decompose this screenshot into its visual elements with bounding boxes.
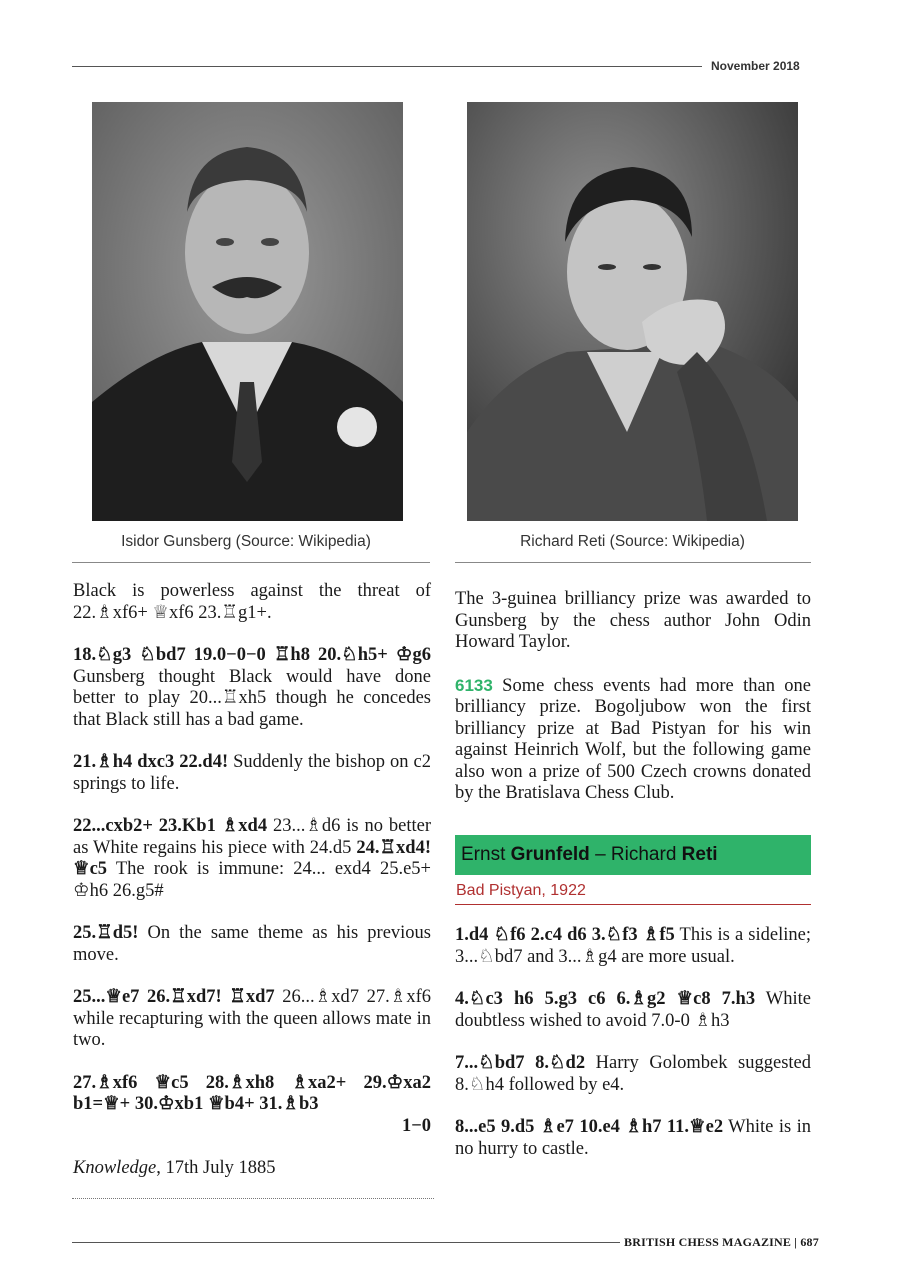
issue-date: November 2018 bbox=[711, 59, 800, 73]
footer-rule bbox=[72, 1242, 620, 1243]
paragraph: 1.d4 ♘f6 2.c4 d6 3.♘f3 ♗f5 This is a sideline; 3...♘bd7 and 3...♗g4 are more usual. bbox=[455, 925, 811, 967]
paragraph: 18.♘g3 ♘bd7 19.0−0−0 ♖h8 20.♘h5+ ♔g6 Gunsberg thought Black would have done better to play 20...♖xh5 though he concedes that Black still has a bad game. bbox=[73, 645, 431, 730]
game-header: Ernst Grunfeld – Richard Reti bbox=[455, 835, 811, 875]
paragraph: 25...♕e7 26.♖xd7! ♖xd7 26...♗xd7 27.♗xf6 while recapturing with the queen allows mate in two. bbox=[73, 987, 431, 1050]
left-column bbox=[73, 581, 431, 1201]
header-rule bbox=[72, 66, 702, 67]
paragraph: The 3-guinea brilliancy prize was awarded to Gunsberg by the chess author John Odin Howard Taylor. bbox=[455, 589, 811, 652]
item-number: 6133 bbox=[455, 675, 493, 695]
paragraph: 21.♗h4 dxc3 22.d4! Suddenly the bishop on c2 springs to life. bbox=[73, 752, 431, 794]
caption-rule-left bbox=[72, 562, 430, 563]
paragraph: 27.♗xf6 ♕c5 28.♗xh8 ♗xa2+ 29.♔xa2 b1=♕+ 30.♔xb1 ♕b4+ 31.♗b3 bbox=[73, 1072, 431, 1114]
footer: BRITISH CHESS MAGAZINE | 687 bbox=[624, 1235, 819, 1249]
right-column-top bbox=[455, 589, 811, 826]
source-line: Knowledge, 17th July 1885 bbox=[73, 1158, 276, 1178]
reti-caption: Richard Reti (Source: Wikipedia) bbox=[520, 533, 745, 550]
caption-rule-right bbox=[455, 562, 811, 563]
paragraph: 22...cxb2+ 23.Kb1 ♗xd4 23...♗d6 is no better as White regains his piece with 24.d5 24.♖xd4! ♕c5 The rook is immune: 24... exd4 25.e5+ ♔h6 26.g5# bbox=[73, 816, 431, 901]
paragraph: Black is powerless against the threat of 22.♗xf6+ ♕xf6 23.♖g1+. bbox=[73, 581, 431, 623]
game-venue: Bad Pistyan, 1922 bbox=[456, 882, 586, 899]
paragraph: 8...e5 9.d5 ♗e7 10.e4 ♗h7 11.♕e2 White is in no hurry to castle. bbox=[455, 1117, 811, 1159]
page-number: 687 bbox=[800, 1235, 819, 1249]
dotted-rule bbox=[72, 1198, 434, 1199]
gunsberg-caption: Isidor Gunsberg (Source: Wikipedia) bbox=[121, 533, 371, 550]
game-result: 1−0 bbox=[401, 1115, 431, 1136]
paragraph: 6133 Some chess events had more than one brilliancy prize. Bogoljubow won the first brilliancy prize at Bad Pistyan for his win against Heinrich Wolf, but the following game also won a prize of 500 Czech crowns donated by the Bratislava Chess Club. bbox=[455, 675, 811, 803]
right-column-bottom bbox=[455, 925, 811, 1181]
gunsberg-photo bbox=[92, 102, 403, 521]
venue-rule bbox=[455, 904, 811, 905]
magazine-name: BRITISH CHESS MAGAZINE bbox=[624, 1235, 792, 1249]
paragraph: 4.♘c3 h6 5.g3 c6 6.♗g2 ♕c8 7.h3 White doubtless wished to avoid 7.0-0 ♗h3 bbox=[455, 989, 812, 1031]
reti-photo bbox=[467, 102, 798, 521]
paragraph: 25.♖d5! On the same theme as his previous move. bbox=[73, 923, 431, 965]
paragraph: 7...♘bd7 8.♘d2 Harry Golombek suggested 8.♘h4 followed by e4. bbox=[455, 1053, 811, 1095]
